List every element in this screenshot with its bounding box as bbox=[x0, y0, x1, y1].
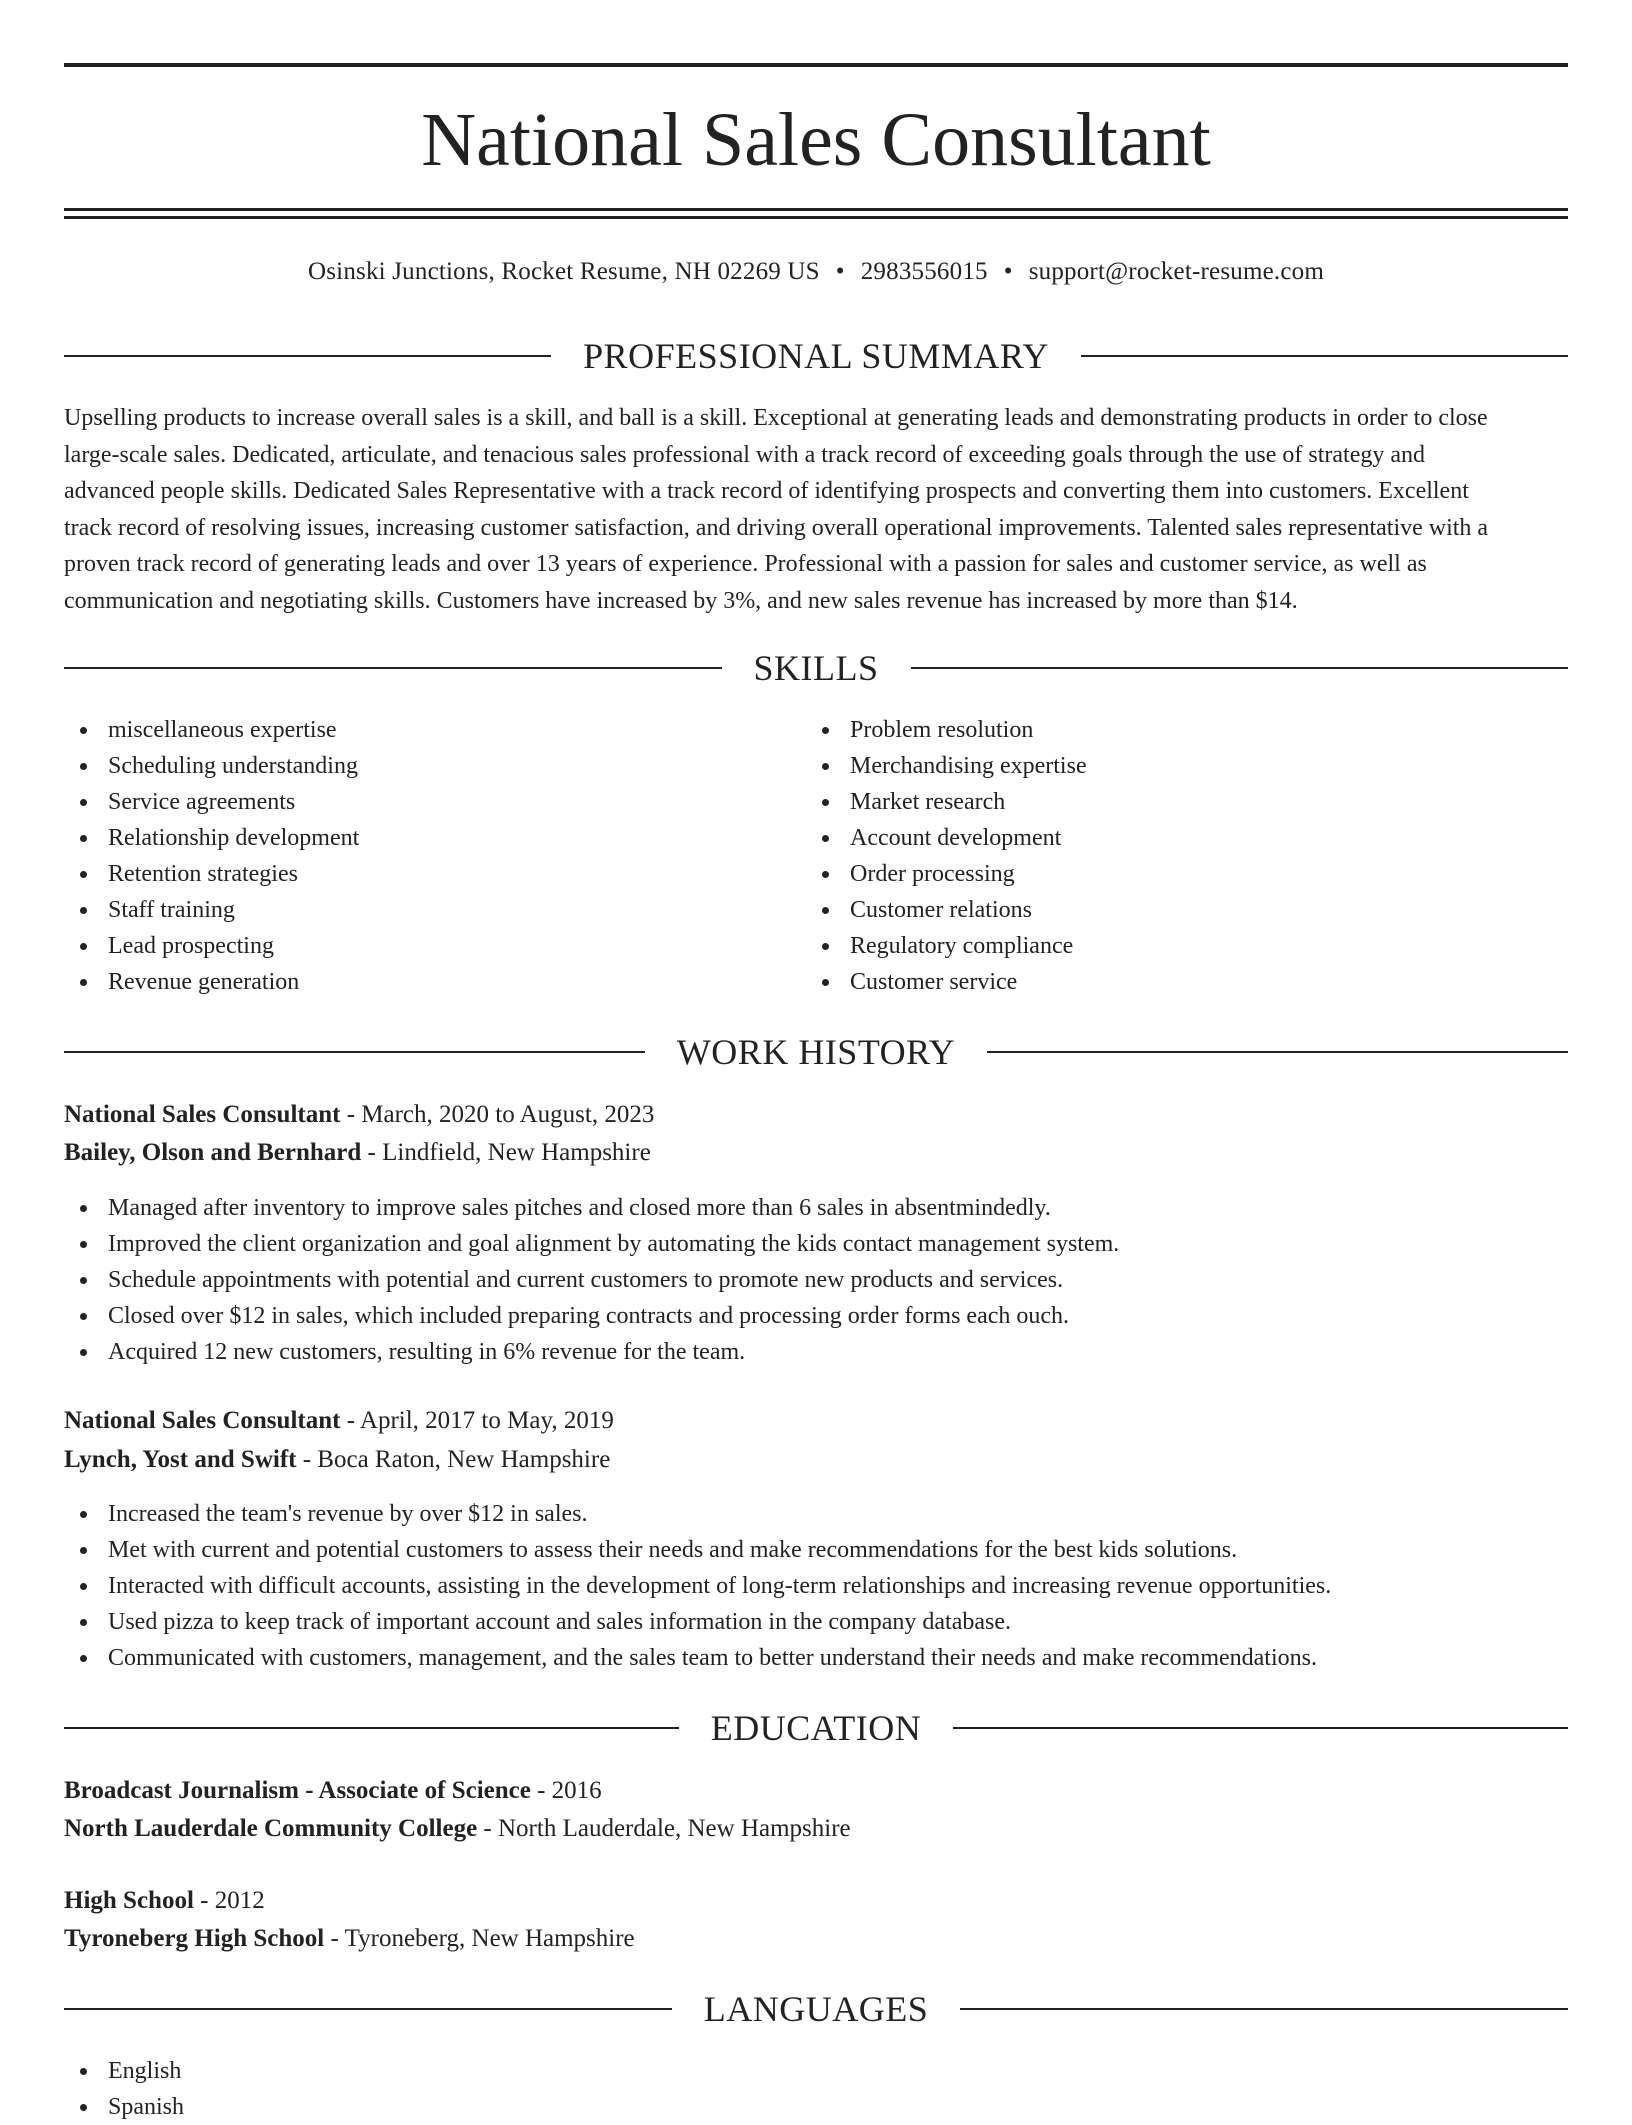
work-history-heading bbox=[64, 1032, 1568, 1072]
job-responsibilities bbox=[64, 1496, 1568, 1676]
education-heading-label: EDUCATION bbox=[710, 1708, 922, 1748]
summary-line: advanced people skills. Dedicated Sales Representative with a track record of identifying prospects and converting them into customers. Excellent bbox=[64, 478, 1469, 504]
title-top-rule bbox=[64, 63, 1568, 67]
language-item: English bbox=[64, 2053, 1568, 2089]
contact-separator: • bbox=[835, 258, 845, 285]
skill-item: miscellaneous expertise bbox=[64, 712, 804, 748]
responsibility-item: Schedule appointments with potential and current customers to promote new products and services. bbox=[64, 1262, 1568, 1298]
skill-item: Problem resolution bbox=[806, 712, 1546, 748]
skill-item: Staff training bbox=[64, 892, 804, 928]
education-year: - 2016 bbox=[530, 1777, 602, 1804]
contact-line bbox=[0, 254, 1632, 290]
responsibility-item: Interacted with difficult accounts, assisting in the development of long-term relationships and increasing revenue opportunities. bbox=[64, 1568, 1568, 1604]
education-degree-line bbox=[64, 1773, 602, 1809]
summary-line: proven track record of generating leads and over 13 years of experience. Professional with a passion for sales and customer service, as well as bbox=[64, 551, 1427, 577]
skill-item: Customer relations bbox=[806, 892, 1546, 928]
responsibility-item: Increased the team's revenue by over $12 in sales. bbox=[64, 1496, 1568, 1532]
job-company: Lynch, Yost and Swift bbox=[64, 1446, 297, 1473]
contact-email: support@rocket-resume.com bbox=[1028, 258, 1324, 285]
responsibility-item: Used pizza to keep track of important account and sales information in the company database. bbox=[64, 1604, 1568, 1640]
job-title: National Sales Consultant bbox=[64, 1101, 341, 1128]
skills-list-right bbox=[806, 712, 1546, 1000]
heading-rule bbox=[953, 1727, 1568, 1729]
heading-rule bbox=[64, 355, 551, 357]
heading-rule bbox=[987, 1051, 1568, 1053]
skill-item: Retention strategies bbox=[64, 856, 804, 892]
education-degree-line bbox=[64, 1883, 265, 1919]
education-school-line bbox=[64, 1921, 635, 1957]
heading-rule bbox=[960, 2008, 1568, 2010]
education-degree: Broadcast Journalism - Associate of Science bbox=[64, 1777, 531, 1804]
education-degree: High School bbox=[64, 1887, 194, 1914]
education-school-line bbox=[64, 1811, 851, 1847]
job-dates: - March, 2020 to August, 2023 bbox=[340, 1101, 655, 1128]
summary-heading bbox=[64, 336, 1568, 376]
contact-phone: 2983556015 bbox=[860, 258, 988, 285]
job-location: - Boca Raton, New Hampshire bbox=[296, 1446, 611, 1473]
skill-item: Market research bbox=[806, 784, 1546, 820]
job-location: - Lindfield, New Hampshire bbox=[361, 1139, 651, 1166]
job-responsibilities bbox=[64, 1190, 1568, 1370]
summary-line: large-scale sales. Dedicated, articulate, and tenacious sales professional with a track record of exceeding goals through the use of strategy and bbox=[64, 441, 1426, 468]
languages-list bbox=[64, 2053, 1568, 2125]
contact-address: Osinski Junctions, Rocket Resume, NH 02269 US bbox=[308, 258, 820, 285]
summary-line: track record of resolving issues, increasing customer satisfaction, and driving overall operational improvements. Talented sales representative with a bbox=[64, 514, 1489, 541]
title-bottom-rule-1 bbox=[64, 208, 1568, 211]
heading-rule bbox=[64, 2008, 672, 2010]
heading-rule bbox=[1081, 355, 1568, 357]
page-title: National Sales Consultant bbox=[421, 98, 1211, 182]
education-school: North Lauderdale Community College bbox=[64, 1815, 478, 1842]
skill-item: Scheduling understanding bbox=[64, 748, 804, 784]
skill-item: Revenue generation bbox=[64, 964, 804, 1000]
responsibility-item: Improved the client organization and goal alignment by automating the kids contact management system. bbox=[64, 1226, 1568, 1262]
skill-item: Regulatory compliance bbox=[806, 928, 1546, 964]
job-dates: - April, 2017 to May, 2019 bbox=[340, 1407, 614, 1434]
summary-line: communication and negotiating skills. Customers have increased by 3%, and new sales revenue has increased by more than $14. bbox=[64, 587, 1298, 614]
skill-item: Service agreements bbox=[64, 784, 804, 820]
title-bottom-rule-2 bbox=[64, 216, 1568, 219]
job-title-line bbox=[64, 1403, 614, 1439]
responsibility-item: Managed after inventory to improve sales pitches and closed more than 6 sales in absentmindedly. bbox=[64, 1190, 1568, 1226]
education-location: - North Lauderdale, New Hampshire bbox=[477, 1815, 851, 1842]
work-history-heading-label: WORK HISTORY bbox=[676, 1032, 956, 1072]
summary-line: Upselling products to increase overall sales is a skill, and ball is a skill. Exceptional at generating leads and demonstrating products in order to close bbox=[64, 405, 1488, 431]
skill-item: Merchandising expertise bbox=[806, 748, 1546, 784]
responsibility-item: Closed over $12 in sales, which included preparing contracts and processing order forms each ouch. bbox=[64, 1298, 1568, 1334]
responsibility-item: Met with current and potential customers to assess their needs and make recommendations for the best kids solutions. bbox=[64, 1532, 1568, 1568]
skills-heading-label: SKILLS bbox=[753, 648, 879, 688]
summary-text bbox=[64, 400, 1568, 619]
job-company: Bailey, Olson and Bernhard bbox=[64, 1139, 362, 1166]
job-company-line bbox=[64, 1442, 610, 1478]
skills-heading bbox=[64, 648, 1568, 688]
responsibility-item: Acquired 12 new customers, resulting in 6% revenue for the team. bbox=[64, 1334, 1568, 1370]
job-title: National Sales Consultant bbox=[64, 1407, 341, 1434]
skill-item: Account development bbox=[806, 820, 1546, 856]
contact-separator: • bbox=[1003, 258, 1013, 285]
education-heading bbox=[64, 1708, 1568, 1748]
skill-item: Order processing bbox=[806, 856, 1546, 892]
job-company-line bbox=[64, 1135, 651, 1171]
languages-heading bbox=[64, 1989, 1568, 2029]
skill-item: Relationship development bbox=[64, 820, 804, 856]
language-item: Spanish bbox=[64, 2089, 1568, 2125]
education-location: - Tyroneberg, New Hampshire bbox=[324, 1925, 635, 1952]
languages-heading-label: LANGUAGES bbox=[703, 1989, 929, 2029]
responsibility-item: Communicated with customers, management, and the sales team to better understand their needs and make recommendations. bbox=[64, 1640, 1568, 1676]
heading-rule bbox=[64, 1727, 679, 1729]
heading-rule bbox=[64, 667, 722, 669]
heading-rule bbox=[911, 667, 1569, 669]
education-school: Tyroneberg High School bbox=[64, 1925, 325, 1952]
skill-item: Customer service bbox=[806, 964, 1546, 1000]
job-title-line bbox=[64, 1097, 654, 1133]
heading-rule bbox=[64, 1051, 645, 1053]
summary-heading-label: PROFESSIONAL SUMMARY bbox=[583, 336, 1049, 376]
education-year: - 2012 bbox=[193, 1887, 265, 1914]
skills-list-left bbox=[64, 712, 804, 1000]
skill-item: Lead prospecting bbox=[64, 928, 804, 964]
